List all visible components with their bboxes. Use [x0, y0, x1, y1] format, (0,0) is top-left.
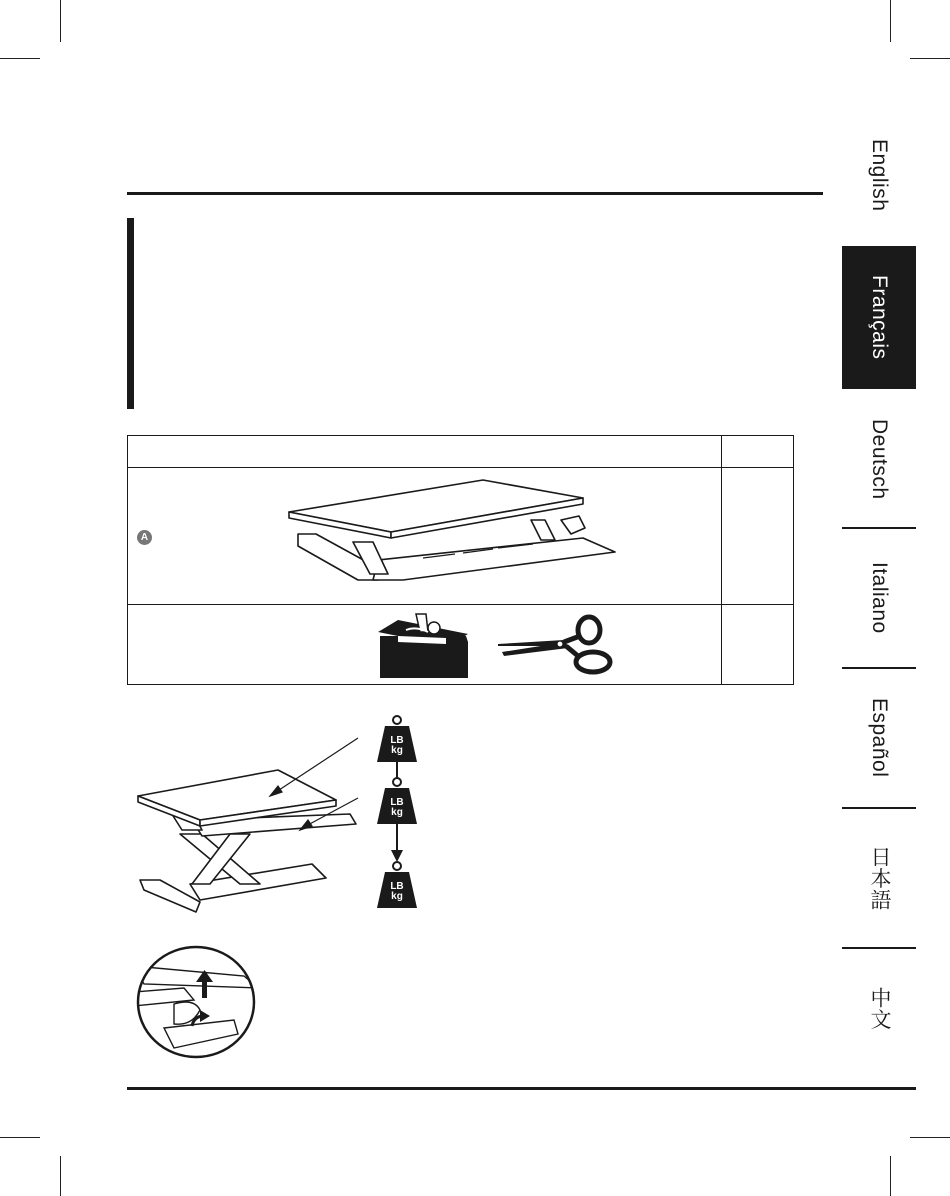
tab-espanol[interactable]	[842, 669, 916, 807]
header-rule	[127, 192, 823, 195]
tab-label: Deutsch	[868, 418, 891, 500]
tab-label: English	[868, 139, 891, 212]
weight-lb-label: LB	[390, 735, 404, 746]
footer-rule	[127, 1087, 916, 1090]
part-a-badge: A	[137, 530, 152, 545]
weight-lb-label: LB	[390, 797, 404, 808]
tab-label: 日本語	[868, 845, 891, 911]
crop-mark	[0, 58, 40, 59]
tab-chinese[interactable]	[842, 949, 916, 1068]
tab-english[interactable]	[842, 108, 916, 243]
crop-mark	[890, 1156, 891, 1196]
tab-italiano[interactable]	[842, 529, 916, 667]
tab-francais[interactable]	[842, 246, 916, 389]
tab-label: Français	[868, 275, 891, 360]
toolbox-icon	[376, 610, 472, 680]
weight-kg-label: kg	[391, 807, 403, 818]
language-tabs	[842, 108, 916, 1068]
lift-handle-icon	[134, 944, 258, 1060]
weight-icon	[377, 714, 417, 762]
tab-japanese[interactable]	[842, 809, 916, 947]
weight-arrow-icon	[390, 760, 404, 864]
crop-mark	[890, 0, 891, 42]
crop-mark	[910, 1137, 950, 1138]
standing-desk-icon	[130, 734, 370, 914]
tab-label: Español	[868, 698, 891, 778]
note-bar	[127, 218, 134, 409]
table-rule	[127, 604, 794, 605]
weight-kg-label: kg	[391, 891, 403, 902]
table-rule	[127, 467, 794, 468]
scissors-icon	[494, 612, 616, 678]
weight-kg-label: kg	[391, 745, 403, 756]
crop-mark	[0, 1137, 40, 1138]
tab-label: Italiano	[868, 562, 891, 634]
tab-deutsch[interactable]	[842, 391, 916, 527]
table-rule	[721, 435, 722, 685]
weight-icon	[377, 860, 417, 908]
crop-mark	[60, 1156, 61, 1196]
crop-mark	[910, 58, 950, 59]
desk-riser-icon	[283, 476, 623, 586]
tab-label: 中文	[868, 987, 891, 1030]
crop-mark	[60, 0, 61, 42]
weight-lb-label: LB	[390, 881, 404, 892]
